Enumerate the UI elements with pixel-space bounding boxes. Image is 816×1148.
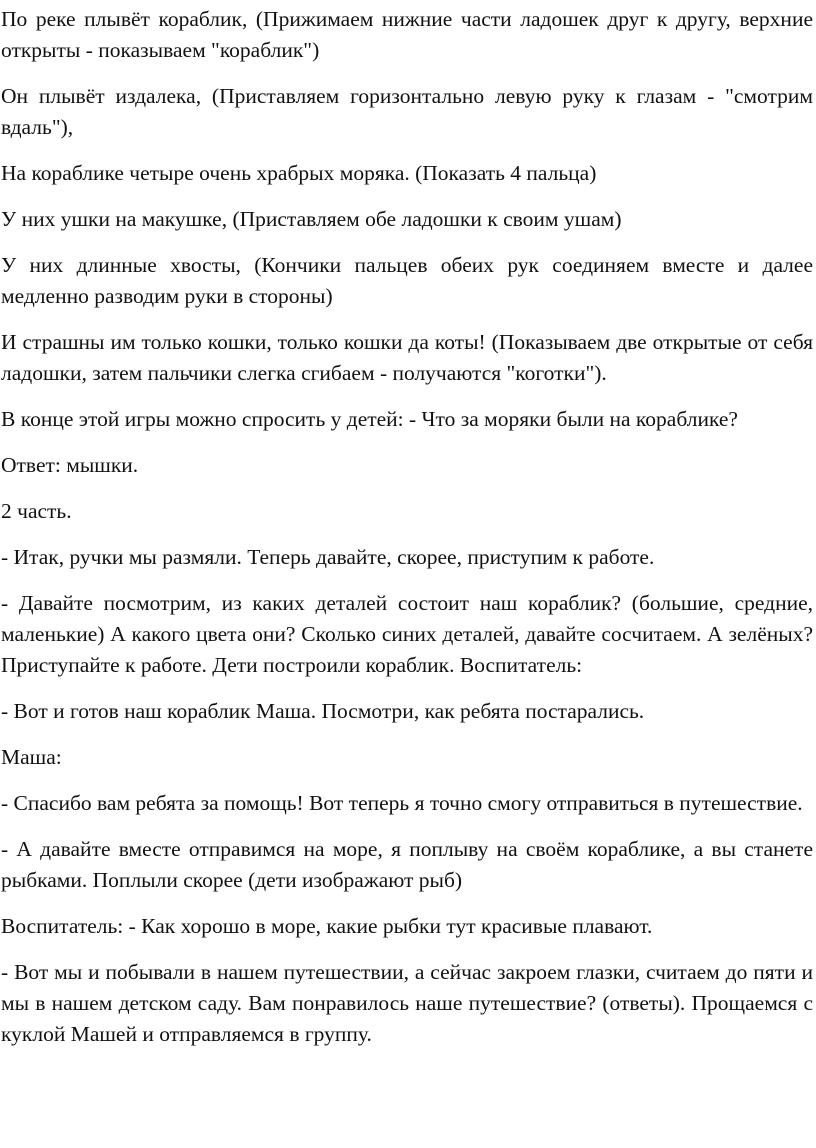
paragraph-question: В конце этой игры можно спросить у детей: - Что за моряки были на кораблике? xyxy=(1,407,738,431)
paragraph-dialogue-6: Воспитатель: - Как хорошо в море, какие рыбки тут красивые плавают. xyxy=(1,914,653,938)
paragraph-dialogue-1: - Итак, ручки мы размяли. Теперь давайте, скорее, приступим к работе. xyxy=(1,545,655,569)
paragraph-dialogue-5: - А давайте вместе отправимся на море, я поплыву на своём кораблике, а вы станете рыбками. Поплыли скорее (дети изображают рыб) xyxy=(1,837,813,892)
paragraph-dialogue-4: - Спасибо вам ребята за помощь! Вот теперь я точно смогу отправиться в путешествие. xyxy=(1,791,803,815)
paragraph-rhyme-line-6: И страшны им только кошки, только кошки да коты! (Показываем две открытые от себя ладошки, затем пальчики слегка сгибаем - получаются "коготки"). xyxy=(1,330,813,385)
paragraph-dialogue-2: - Давайте посмотрим, из каких деталей состоит наш кораблик? (большие, средние, маленькие) А какого цвета они? Сколько синих деталей, давайте сосчитаем. А зелёных? Приступайте к работе. Дети построили кораблик. Воспитатель: xyxy=(1,591,813,677)
paragraph-dialogue-3: - Вот и готов наш кораблик Маша. Посмотри, как ребята постарались. xyxy=(1,699,645,723)
paragraph-part-heading: 2 часть. xyxy=(1,499,72,523)
paragraph-rhyme-line-2: Он плывёт издалека, (Приставляем горизонтально левую руку к глазам - "смотрим вдаль"), xyxy=(1,84,813,139)
paragraph-rhyme-line-5: У них длинные хвосты, (Кончики пальцев обеих рук соединяем вместе и далее медленно разводим руки в стороны) xyxy=(1,253,813,308)
paragraph-speaker-masha: Маша: xyxy=(1,745,62,769)
paragraph-answer: Ответ: мышки. xyxy=(1,453,139,477)
paragraph-rhyme-line-3: На кораблике четыре очень храбрых моряка. (Показать 4 пальца) xyxy=(1,161,597,185)
paragraph-rhyme-line-1: По реке плывёт кораблик, (Прижимаем нижние части ладошек друг к другу, верхние открыты - показываем "кораблик") xyxy=(1,7,813,62)
paragraph-rhyme-line-4: У них ушки на макушке, (Приставляем обе ладошки к своим ушам) xyxy=(1,207,622,231)
paragraph-dialogue-7: - Вот мы и побывали в нашем путешествии, а сейчас закроем глазки, считаем до пяти и мы в нашем детском саду. Вам понравилось наше путешествие? (ответы). Прощаемся с куклой Машей и отправляемся в группу. xyxy=(1,960,813,1046)
